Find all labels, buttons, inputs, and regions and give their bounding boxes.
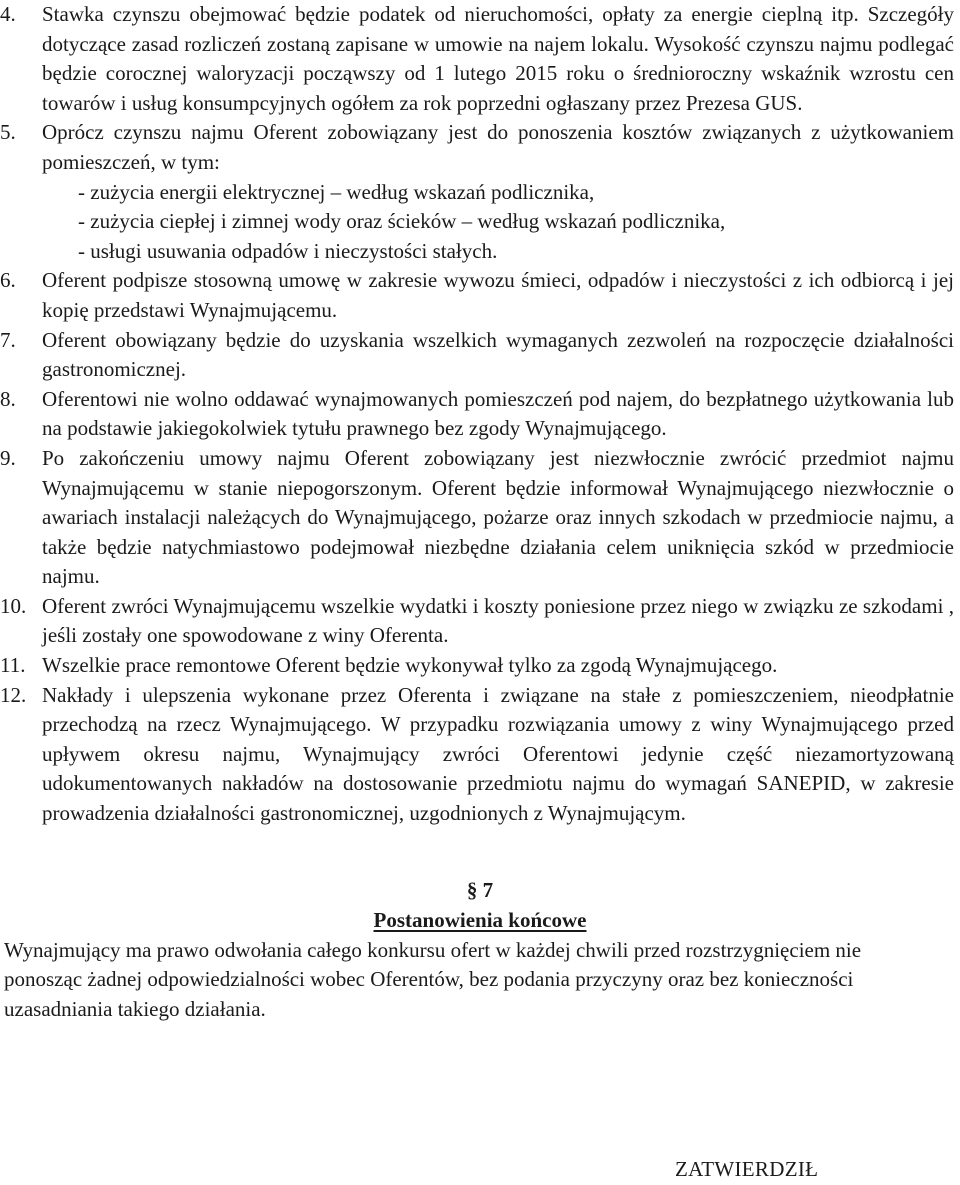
item-text: Stawka czynszu obejmować będzie podatek od nieruchomości, opłaty za energie cieplną itp. Szczegóły dotyczące zasad rozliczeń zostaną zapisane w umowie na najem lokalu. Wysokość czynszu najmu podlegać będzie corocznej waloryzacji począwszy od 1 lutego 2015 roku o średnioroczny wskaźnik wzrostu cen towarów i usług konsumpcyjnych ogółem za rok poprzedni ogłaszany przez Prezesa GUS. xyxy=(42,2,954,115)
list-item xyxy=(0,0,960,118)
sub-item: - usługi usuwania odpadów i nieczystości stałych. xyxy=(78,238,498,263)
section-body: Wynajmujący ma prawo odwołania całego konkursu ofert w każdej chwili przed rozstrzygnięciem nie ponosząc żadnej odpowiedzialności wobec Oferentów, bez podania przyczyny oraz bez konieczności uzasadniania takiego działania. xyxy=(4,937,862,1021)
sub-item: - zużycia energii elektrycznej – według wskazań podlicznika, xyxy=(78,179,595,204)
item-text: Oferentowi nie wolno oddawać wynajmowanych pomieszczeń pod najem, do bezpłatnego użytkowania lub na podstawie jakiegokolwiek tytułu prawnego bez zgody Wynajmującego. xyxy=(42,386,954,441)
item-number: 9. xyxy=(0,445,16,470)
item-number: 8. xyxy=(0,386,16,411)
section-title: Postanowienia końcowe xyxy=(373,908,587,933)
item-text: Oferent obowiązany będzie do uzyskania wszelkich wymaganych zezwoleń na rozpoczęcie działalności gastronomicznej. xyxy=(42,327,954,382)
list-item xyxy=(0,651,960,681)
list-item xyxy=(0,385,960,444)
list-item xyxy=(0,444,960,592)
list-item xyxy=(0,592,960,651)
section-number: § 7 xyxy=(466,877,494,902)
item-number: 12. xyxy=(0,682,27,707)
list-item xyxy=(0,118,960,266)
list-item xyxy=(0,326,960,385)
signature-label: ZATWIERDZIŁ xyxy=(675,1157,819,1181)
item-number: 11. xyxy=(0,653,26,678)
item-number: 7. xyxy=(0,327,16,352)
item-number: 10. xyxy=(0,593,27,618)
section-heading xyxy=(0,876,960,936)
item-number: 5. xyxy=(0,120,16,145)
item-text: Oferent zwróci Wynajmującemu wszelkie wydatki i koszty poniesione przez niego w związku ze szkodami , jeśli zostały one spowodowane z winy Oferenta. xyxy=(42,593,954,648)
item-text: Nakłady i ulepszenia wykonane przez Oferenta i związane na stałe z pomieszczeniem, nieodpłatnie przechodzą na rzecz Wynajmującego. W przypadku rozwiązania umowy z winy Wynajmującego przed upływem okresu najmu, Wynajmujący zwróci Oferentowi jedynie część niezamortyzowaną udokumentowanych nakładów na dostosowanie przedmiotu najmu do wymagań SANEPID, w zakresie prowadzenia działalności gastronomicznej, uzgodnionych z Wynajmującym. xyxy=(42,682,954,826)
item-number: 6. xyxy=(0,268,16,293)
item-text: Wszelkie prace remontowe Oferent będzie wykonywał tylko za zgodą Wynajmującego. xyxy=(42,653,778,678)
item-number: 4. xyxy=(0,2,16,26)
list-item xyxy=(0,266,960,325)
item-text: Oferent podpisze stosowną umowę w zakresie wywozu śmieci, odpadów i nieczystości z ich odbiorcą i jej kopię przedstawi Wynajmującemu. xyxy=(42,268,954,322)
list-item xyxy=(0,681,960,829)
item-text: Po zakończeniu umowy najmu Oferent zobowiązany jest niezwłocznie zwrócić przedmiot najmu Wynajmującemu w stanie niepogorszonym. Oferent będzie informował Wynajmującego niezwłocznie o awariach instalacji należących do Wynajmującego, pożarze oraz innych szkodach w przedmiocie najmu, a także będzie natychmiastowo podejmował niezbędne działania celem uniknięcia szkód w przedmiocie najmu. xyxy=(42,445,954,589)
item-text: Oprócz czynszu najmu Oferent zobowiązany jest do ponoszenia kosztów związanych z użytkowaniem pomieszczeń, w tym: xyxy=(42,120,954,174)
sub-item: - zużycia ciepłej i zimnej wody oraz ścieków – według wskazań podlicznika, xyxy=(78,209,726,234)
